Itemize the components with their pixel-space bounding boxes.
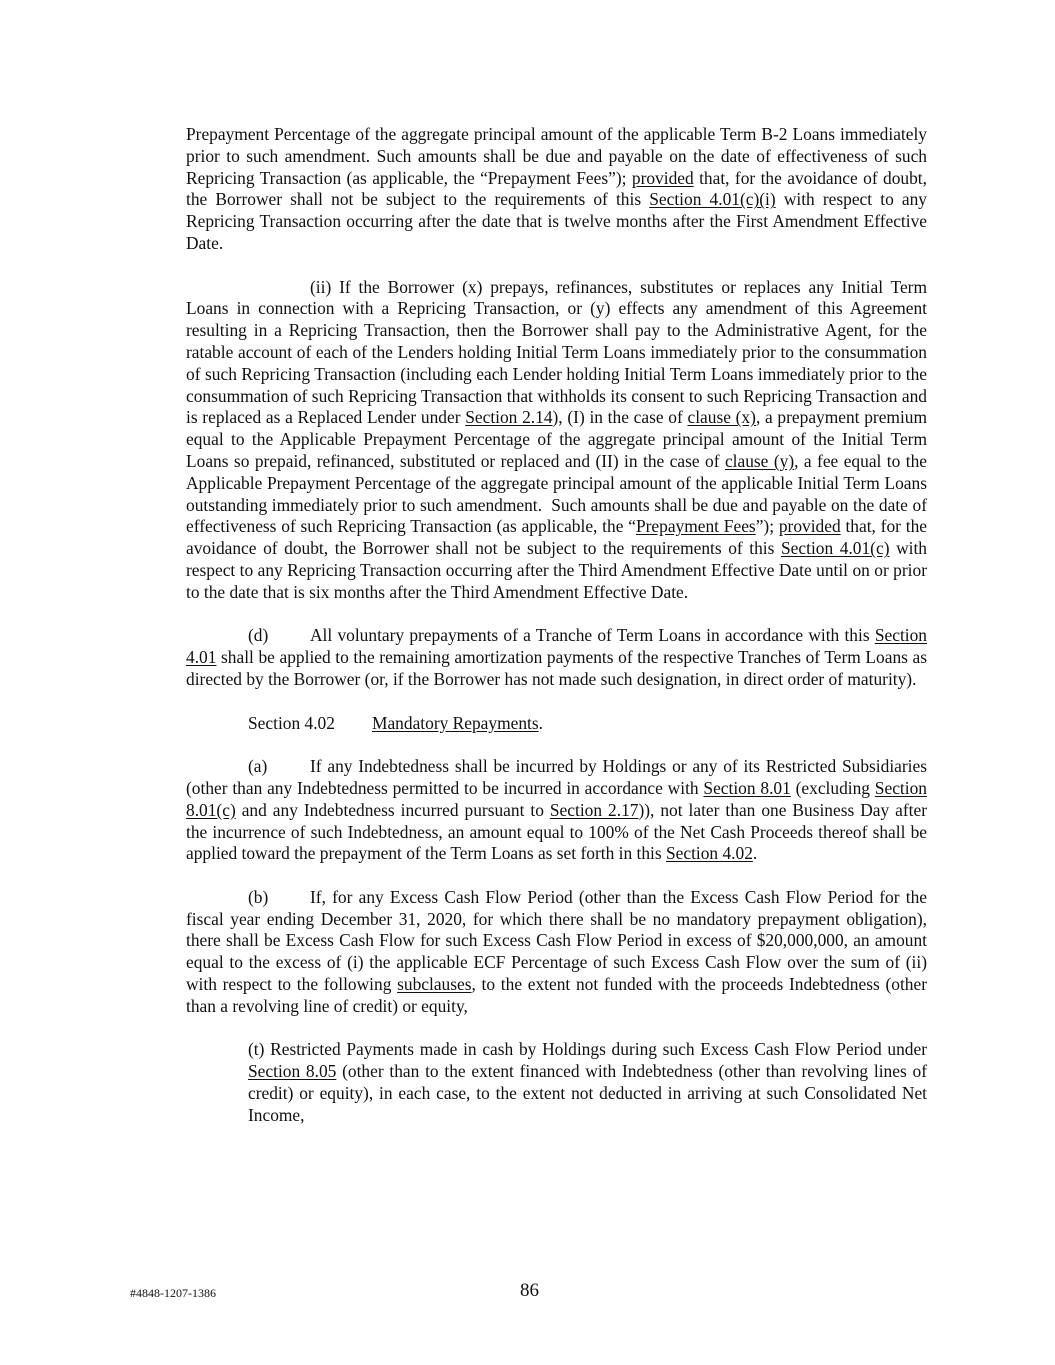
- defined-term: Prepayment Fees: [635, 516, 756, 537]
- clause-reference-link[interactable]: clause (y): [724, 450, 795, 471]
- section-reference-link[interactable]: Section 8.01(c): [186, 777, 927, 820]
- section-reference-link[interactable]: Section 8.05: [248, 1061, 337, 1082]
- provided-term: provided: [631, 167, 694, 188]
- section-number: Section 4.02: [248, 712, 335, 733]
- section-reference-link[interactable]: Section 2.17: [549, 799, 639, 820]
- clause-label: (d): [248, 625, 269, 646]
- provided-term: provided: [778, 516, 841, 537]
- paragraph-term-b2-prepayment: Prepayment Percentage of the aggregate principal amount of the applicable Term B-2 Loans immediately prior to such amendment. Such amounts shall be due and payable on the date of effectiveness of such Repricing Transaction (as applicable, the “Prepayment Fees”); provided that, for the avoidance of doubt, the Borrower shall not be subject to the requirements of this Section 4.01(c)(i) with respect to any Repricing Transaction occurring after the date that is twelve months after the First Amendment Effective Date.: [186, 124, 928, 253]
- document-body: [186, 124, 927, 1148]
- paragraph-clause-a: (a) If any Indebtedness shall be incurred by Holdings or any of its Restricted Subsidiaries (other than any Indebtedness permitted to be incurred in accordance with Section 8.01 (excluding Section 8.01(c) and any Indebtedness incurred pursuant to Section 2.17)), not later than one Business Day after the incurrence of such Indebtedness, an amount equal to 100% of the Net Cash Proceeds thereof shall be applied toward the prepayment of the Term Loans as set forth in this Section 4.02.: [186, 756, 927, 864]
- section-reference-link[interactable]: Section 4.01(c): [781, 538, 890, 559]
- section-reference-link[interactable]: Section 4.01: [186, 625, 927, 668]
- page-number: 86: [520, 1280, 539, 1301]
- section-reference-link[interactable]: Section 8.01: [703, 777, 791, 798]
- section-reference-link[interactable]: Section 4.02: [665, 843, 753, 864]
- section-heading: Section 4.02 Mandatory Repayments.: [248, 712, 543, 733]
- section-reference-link[interactable]: Section 4.01(c)(i): [649, 189, 776, 210]
- clause-reference-link[interactable]: clause (x): [687, 407, 756, 428]
- document-id: #4848-1207-1386: [130, 1286, 216, 1300]
- section-title: Mandatory Repayments: [372, 712, 539, 733]
- paragraph-clause-b: (b) If, for any Excess Cash Flow Period (other than the Excess Cash Flow Period for the fiscal year ending December 31, 2020, for which there shall be no mandatory prepayment obligation), there shall be Excess Cash Flow for such Excess Cash Flow Period in excess of $20,000,000, an amount equal to the excess of (i) the applicable ECF Percentage of such Excess Cash Flow over the sum of (ii) with respect to the following subclauses, to the extent not funded with the proceeds Indebtedness (other than a revolving line of credit) or equity,: [186, 886, 927, 1016]
- paragraph-clause-d: (d) All voluntary prepayments of a Tranche of Term Loans in accordance with this Section 4.01 shall be applied to the remaining amortization payments of the respective Tranches of Term Loans as directed by the Borrower (or, if the Borrower has not made such designation, in direct order of maturity).: [186, 625, 927, 689]
- paragraph-clause-ii: (ii) If the Borrower (x) prepays, refinances, substitutes or replaces any Initial Term Loans in connection with a Repricing Transaction, or (y) effects any amendment of this Agreement resulting in a Repricing Transaction, then the Borrower shall pay to the Administrative Agent, for the ratable account of each of the Lenders holding Initial Term Loans immediately prior to the consummation of such Repricing Transaction (including each Lender holding Initial Term Loans immediately prior to the consummation of such Repricing Transaction that withholds its consent to such Repricing Transaction and is replaced as a Replaced Lender under Section 2.14), (I) in the case of clause (x), a prepayment premium equal to the Applicable Prepayment Percentage of the aggregate principal amount of the Initial Term Loans so prepaid, refinanced, substituted or replaced and (II) in the case of clause (y), a fee equal to the Applicable Prepayment Percentage of the aggregate principal amount of the applicable Initial Term Loans outstanding immediately prior to such amendment. Such amounts shall be due and payable on the date of effectiveness of such Repricing Transaction (as applicable, the “Prepayment Fees”); provided that, for the avoidance of doubt, the Borrower shall not be subject to the requirements of this Section 4.01(c) with respect to any Repricing Transaction occurring after the Third Amendment Effective Date until on or prior to the date that is six months after the Third Amendment Effective Date.: [186, 276, 928, 602]
- subclauses-term: subclauses: [397, 974, 472, 995]
- paragraph-subclause-t: (t) Restricted Payments made in cash by Holdings during such Excess Cash Flow Period under Section 8.05 (other than to the extent financed with Indebtedness (other than revolving lines of credit) or equity), in each case, to the extent not deducted in arriving at such Consolidated Net Income,: [248, 1039, 927, 1125]
- clause-label: (b): [248, 886, 269, 907]
- section-reference-link[interactable]: Section 2.14: [465, 407, 553, 428]
- clause-label: (a): [248, 756, 268, 777]
